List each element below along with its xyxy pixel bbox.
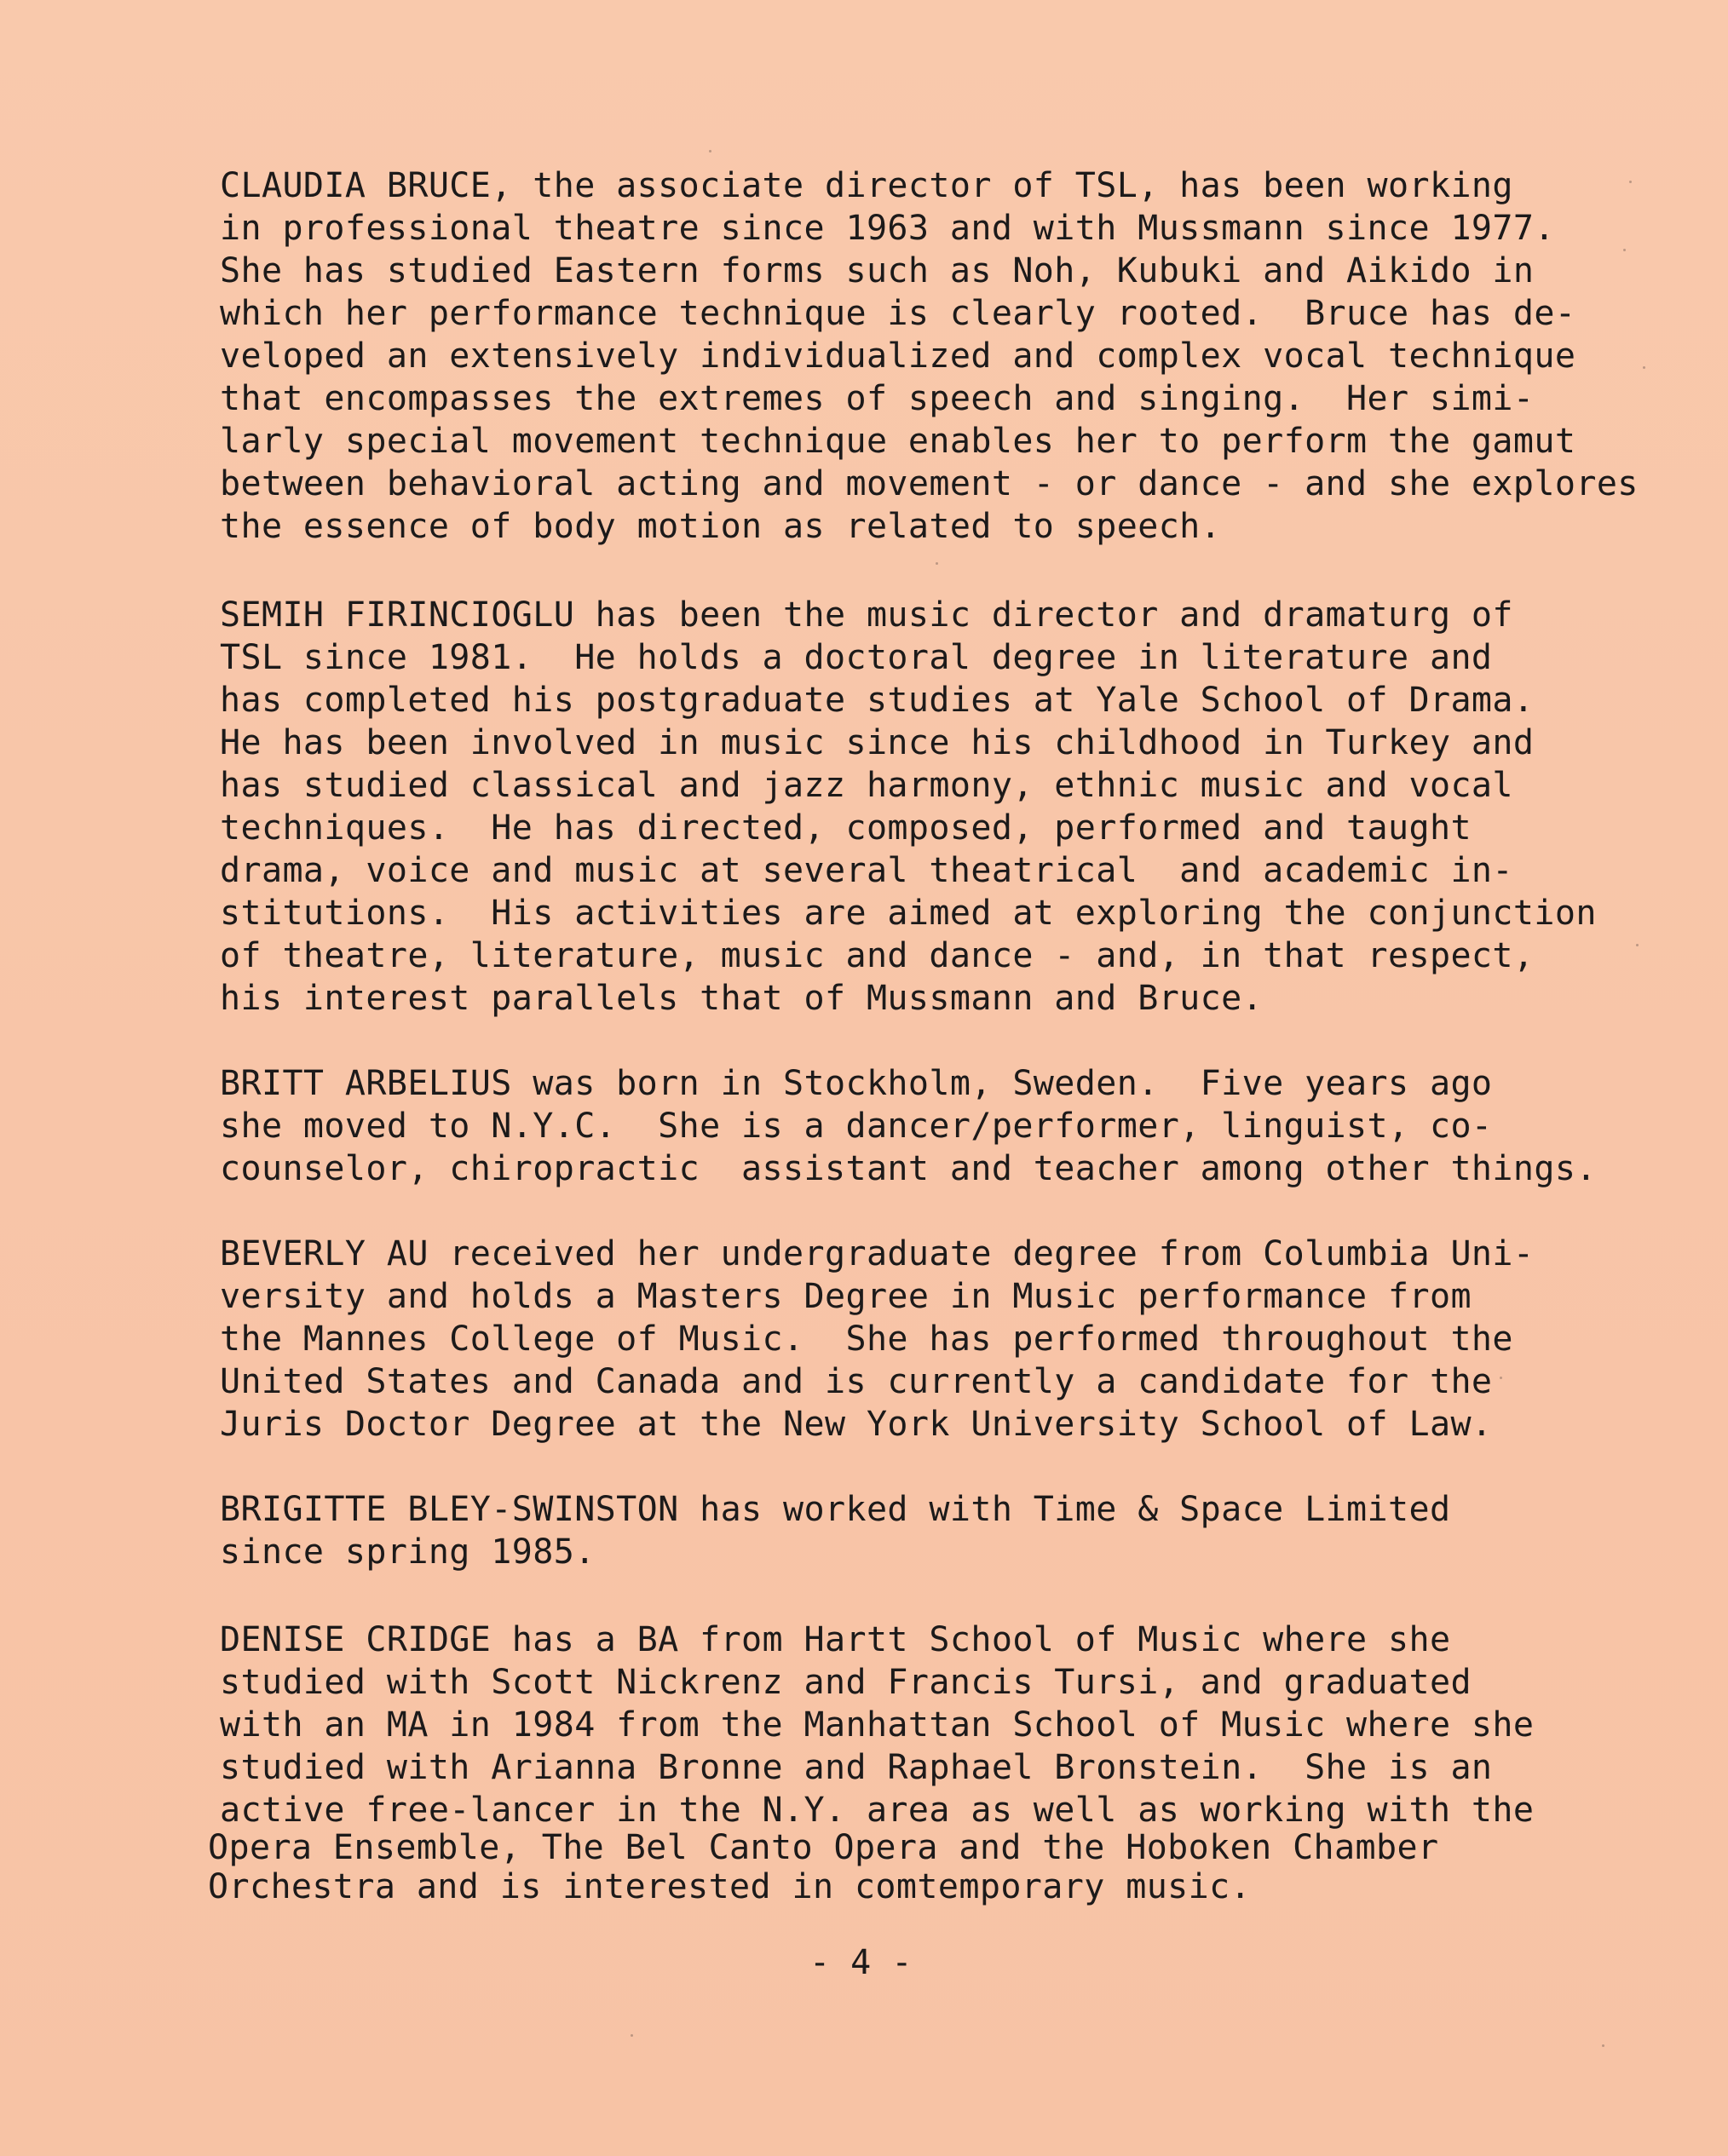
page-number: - 4 - bbox=[809, 1943, 913, 1982]
text-line: Opera Ensemble, The Bel Canto Opera and the Hoboken Chamber bbox=[208, 1828, 1439, 1867]
paper-speck bbox=[1643, 366, 1645, 369]
text-line: between behavioral acting and movement - or dance - and she explores bbox=[220, 464, 1639, 503]
text-line: in professional theatre since 1963 and with Mussmann since 1977. bbox=[220, 209, 1555, 248]
text-line: the Mannes College of Music. She has performed throughout the bbox=[220, 1319, 1513, 1359]
text-line: the essence of body motion as related to speech. bbox=[220, 507, 1222, 546]
text-line: He has been involved in music since his childhood in Turkey and bbox=[220, 723, 1535, 762]
text-line: techniques. He has directed, composed, performed and taught bbox=[220, 808, 1472, 848]
text-line: she moved to N.Y.C. She is a dancer/performer, linguist, co- bbox=[220, 1107, 1493, 1146]
text-line: SEMIH FIRINCIOGLU has been the music director and dramaturg of bbox=[220, 595, 1513, 635]
text-line: She has studied Eastern forms such as Noh, Kubuki and Aikido in bbox=[220, 251, 1535, 290]
paper-speck bbox=[1623, 249, 1626, 251]
text-line: BRITT ARBELIUS was born in Stockholm, Sweden. Five years ago bbox=[220, 1064, 1493, 1103]
text-line: stitutions. His activities are aimed at exploring the conjunction bbox=[220, 894, 1597, 933]
text-line: versity and holds a Masters Degree in Music performance from bbox=[220, 1277, 1472, 1316]
text-line: Orchestra and is interested in comtemporary music. bbox=[208, 1867, 1252, 1906]
text-line: drama, voice and music at several theatrical and academic in- bbox=[220, 851, 1513, 890]
text-line: TSL since 1981. He holds a doctoral degree in literature and bbox=[220, 638, 1493, 677]
text-line: United States and Canada and is currently a candidate for the bbox=[220, 1362, 1493, 1401]
paper-speck bbox=[936, 562, 938, 565]
text-line: that encompasses the extremes of speech and singing. Her simi- bbox=[220, 379, 1535, 418]
text-line: veloped an extensively individualized and complex vocal technique bbox=[220, 336, 1576, 376]
text-line: has completed his postgraduate studies at Yale School of Drama. bbox=[220, 681, 1535, 720]
text-line: since spring 1985. bbox=[220, 1532, 596, 1572]
text-line: larly special movement technique enables her to perform the gamut bbox=[220, 422, 1576, 461]
text-line: DENISE CRIDGE has a BA from Hartt School of Music where she bbox=[220, 1620, 1451, 1659]
text-line: which her performance technique is clearly rooted. Bruce has de- bbox=[220, 294, 1576, 333]
text-line: active free-lancer in the N.Y. area as well as working with the bbox=[220, 1791, 1535, 1830]
text-line: BRIGITTE BLEY-SWINSTON has worked with Time & Space Limited bbox=[220, 1490, 1451, 1529]
text-line: studied with Scott Nickrenz and Francis Tursi, and graduated bbox=[220, 1663, 1472, 1702]
paper-speck bbox=[1602, 2044, 1604, 2047]
paper-speck bbox=[709, 150, 711, 152]
text-line: his interest parallels that of Mussmann and Bruce. bbox=[220, 979, 1264, 1018]
paper-speck bbox=[1636, 944, 1639, 946]
text-line: BEVERLY AU received her undergraduate degree from Columbia Uni- bbox=[220, 1234, 1535, 1273]
text-line: of theatre, literature, music and dance - and, in that respect, bbox=[220, 936, 1535, 975]
paper-speck bbox=[631, 2034, 633, 2037]
text-line: CLAUDIA BRUCE, the associate director of TSL, has been working bbox=[220, 166, 1513, 205]
paper-speck bbox=[1500, 1377, 1502, 1379]
text-line: has studied classical and jazz harmony, ethnic music and vocal bbox=[220, 766, 1513, 805]
text-line: studied with Arianna Bronne and Raphael Bronstein. She is an bbox=[220, 1748, 1493, 1787]
text-line: counselor, chiropractic assistant and teacher among other things. bbox=[220, 1149, 1597, 1188]
text-line: Juris Doctor Degree at the New York University School of Law. bbox=[220, 1405, 1493, 1444]
paper-speck bbox=[1629, 181, 1632, 183]
text-line: with an MA in 1984 from the Manhattan School of Music where she bbox=[220, 1705, 1535, 1745]
